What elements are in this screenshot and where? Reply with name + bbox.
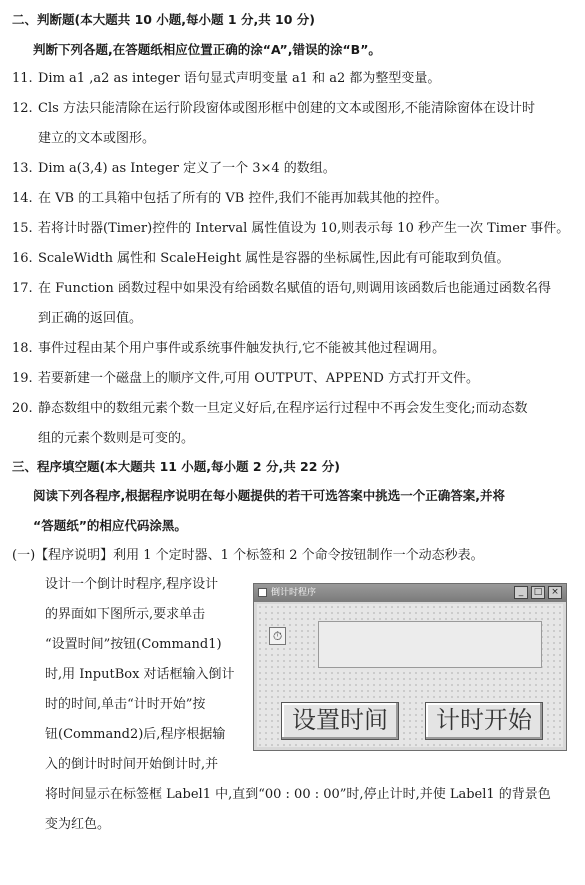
- vb-form-window: [253, 583, 567, 751]
- question-text: 事件过程由某个用户事件或系统事件触发执行,它不能被其他过程调用。: [38, 341, 446, 356]
- section3-instruction-line2: “答题纸”的相应代码涂黑。: [33, 518, 187, 533]
- question-item: [12, 250, 509, 268]
- question-number: 16.: [12, 251, 33, 266]
- command2-button[interactable]: 计时开始: [425, 702, 543, 740]
- question-item: [12, 370, 479, 388]
- question-number: 19.: [12, 371, 33, 386]
- desc-line: 时,用 InputBox 对话框输入倒计: [45, 667, 235, 682]
- section2-instruction: 判断下列各题,在答题纸相应位置正确的涂“A”,错误的涂“B”。: [33, 42, 381, 57]
- desc-line: 钮(Command2)后,程序根据输: [45, 727, 226, 742]
- question-text: ScaleWidth 属性和 ScaleHeight 属性是容器的坐标属性,因此有可能取到负值。: [38, 251, 510, 266]
- question-number: 20.: [12, 401, 33, 416]
- section2-header: 二、判断题(本大题共 10 小题,每小题 1 分,共 10 分): [12, 12, 316, 27]
- question-text: 静态数组中的数组元素个数一旦定义好后,在程序运行过程中不再会发生变化;而动态数: [38, 401, 528, 416]
- desc-tail-line: 变为红色。: [45, 817, 111, 832]
- minimize-button[interactable]: _: [514, 586, 528, 599]
- close-button[interactable]: ×: [548, 586, 562, 599]
- question-item: [12, 70, 440, 88]
- desc-tail-line: 将时间显示在标签框 Label1 中,直到“00 : 00 : 00”时,停止计时,并使 Label1 的背景色: [45, 787, 551, 802]
- label1: [318, 621, 542, 668]
- question-number: 12.: [12, 101, 33, 116]
- question-text: 在 VB 的工具箱中包括了所有的 VB 控件,我们不能再加载其他的控件。: [38, 191, 448, 206]
- question-item: [12, 100, 535, 118]
- question-number: 17.: [12, 281, 33, 296]
- section3-instruction-line1: 阅读下列各程序,根据程序说明在每小题提供的若干可选答案中挑选一个正确答案,并将: [33, 488, 505, 503]
- question-text: Cls 方法只能清除在运行阶段窗体或图形框中创建的文本或图形,不能清除窗体在设计时: [38, 101, 536, 116]
- question-text: Dim a(3,4) as Integer 定义了一个 3×4 的数组。: [38, 161, 336, 176]
- question-number: 15.: [12, 221, 33, 236]
- desc-line: 入的倒计时时间开始倒计时,并: [45, 757, 219, 772]
- question-text-continued: 建立的文本或图形。: [38, 131, 156, 146]
- desc-line: 设计一个倒计时程序,程序设计: [45, 577, 219, 592]
- question-text-continued: 到正确的返回值。: [38, 311, 143, 326]
- vb-form-title: 倒计时程序: [271, 588, 317, 598]
- question-item: [12, 280, 551, 298]
- question-number: 14.: [12, 191, 33, 206]
- sub1-heading: (一)【程序说明】利用 1 个定时器、1 个标签和 2 个命令按钮制作一个动态秒表。: [12, 548, 484, 563]
- vb-form-titlebar: [254, 584, 566, 602]
- desc-line: 的界面如下图所示,要求单击: [45, 607, 206, 622]
- question-item: [12, 220, 569, 238]
- command1-button[interactable]: 设置时间: [281, 702, 399, 740]
- vb-form-client-area: [257, 604, 563, 747]
- question-item: [12, 160, 336, 178]
- question-item: [12, 400, 528, 418]
- desc-line: “设置时间”按钮(Command1): [45, 637, 222, 652]
- question-text: 若将计时器(Timer)控件的 Interval 属性值设为 10,则表示每 10 秒产生一次 Timer 事件。: [38, 221, 570, 236]
- question-item: [12, 190, 448, 208]
- question-text-continued: 组的元素个数则是可变的。: [38, 431, 195, 446]
- question-text: 在 Function 函数过程中如果没有给函数名赋值的语句,则调用该函数后也能通过函数名得: [38, 281, 552, 296]
- maximize-button[interactable]: □: [531, 586, 545, 599]
- form-icon: [258, 588, 267, 597]
- question-item: [12, 340, 445, 358]
- question-text: 若要新建一个磁盘上的顺序文件,可用 OUTPUT、APPEND 方式打开文件。: [38, 371, 479, 386]
- section3-header: 三、程序填空题(本大题共 11 小题,每小题 2 分,共 22 分): [12, 459, 341, 474]
- question-number: 13.: [12, 161, 33, 176]
- desc-line: 时的时间,单击“计时开始”按: [45, 697, 206, 712]
- question-text: Dim a1 ,a2 as integer 语句显式声明变量 a1 和 a2 都为整型变量。: [38, 71, 441, 86]
- timer-control-icon: ⏱: [269, 627, 286, 645]
- question-number: 18.: [12, 341, 33, 356]
- question-number: 11.: [12, 71, 33, 86]
